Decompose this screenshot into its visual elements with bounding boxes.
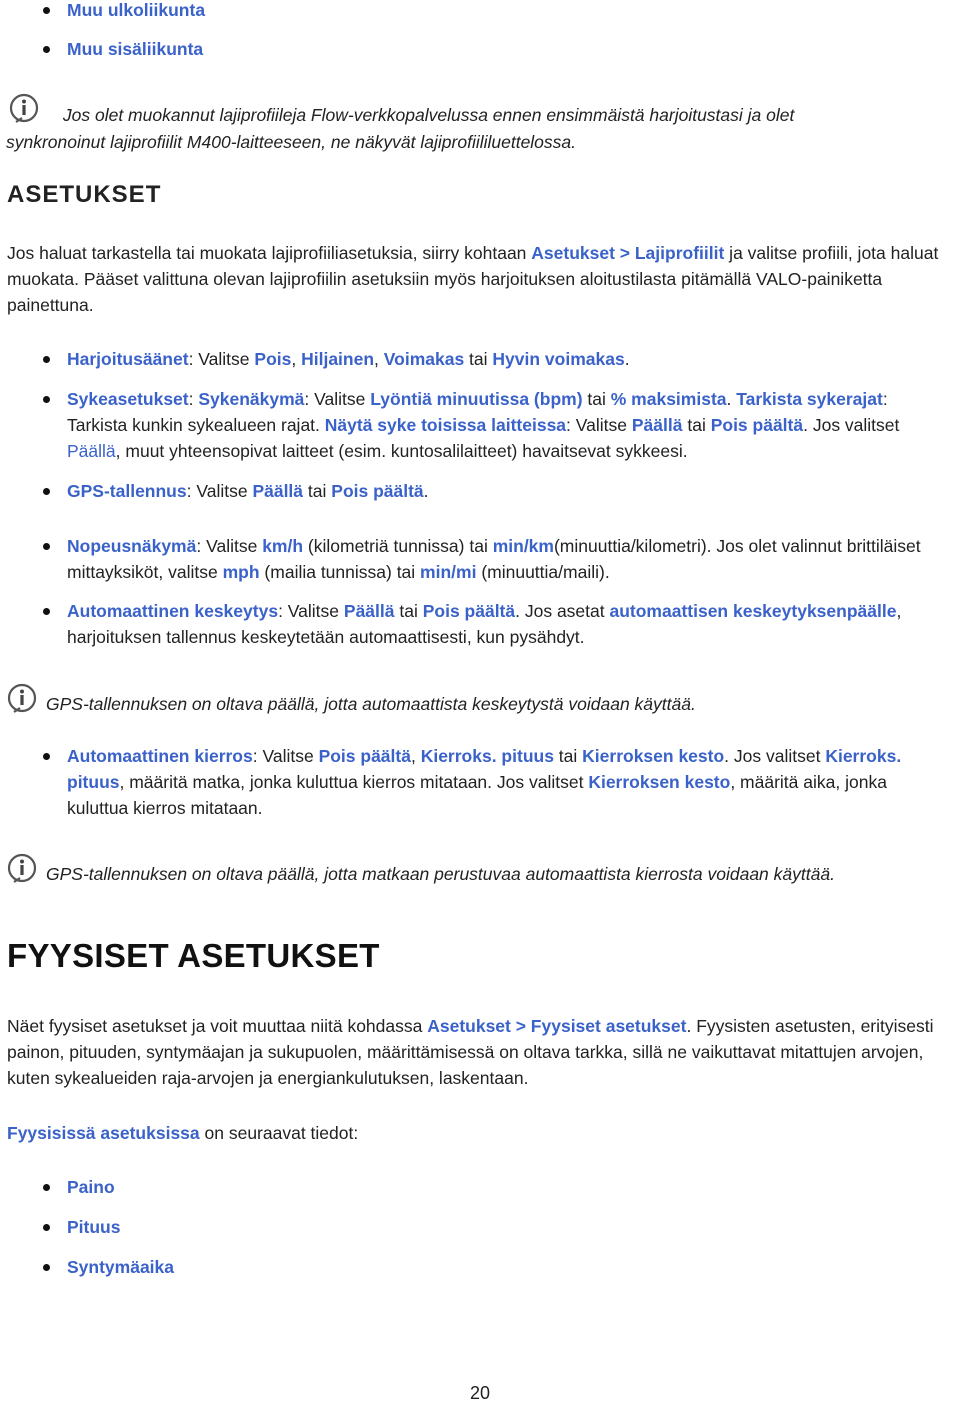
paragraph-fyysiset-tiedot [7, 1120, 957, 1146]
text: , [374, 349, 384, 369]
list-item-muu-ulkoliikunta[interactable] [67, 0, 952, 23]
page-number: 20 [469, 1383, 491, 1403]
text: Näet fyysiset asetukset ja voit muuttaa niitä kohdassa [7, 1016, 428, 1036]
text: : Valitse [566, 415, 632, 435]
link-asetukset-lajiprofiilit[interactable]: Asetukset > Lajiprofiilit [531, 243, 725, 263]
text: , määritä matka, jonka kuluttua kierros mitataan. Jos valitset [119, 772, 589, 792]
text: . Jos valitset [803, 415, 900, 435]
option-maksimista[interactable]: % maksimista [610, 389, 727, 409]
option-kmh[interactable]: km/h [262, 536, 304, 556]
text: tai [303, 481, 332, 501]
option-paalla[interactable]: Päällä [67, 441, 116, 461]
info-icon [8, 92, 42, 126]
text: , [410, 746, 421, 766]
text: tai [464, 349, 493, 369]
link-asetukset-fyysiset-asetukset[interactable]: Asetukset > Fyysiset asetukset [427, 1016, 687, 1036]
option-kierroksen-kesto[interactable]: Kierroksen kesto [588, 772, 731, 792]
option-paalla[interactable]: Päällä [343, 601, 395, 621]
link-fyysisissa-asetuksissa[interactable]: Fyysisissä asetuksissa [7, 1123, 200, 1143]
list-item-syntymaaika[interactable] [67, 1254, 952, 1280]
option-pois-paalta[interactable]: Pois päältä [422, 601, 516, 621]
list-item-gps-tallennus [67, 478, 952, 504]
text: : Valitse [188, 349, 255, 369]
list-item-pituus[interactable] [67, 1214, 952, 1240]
list-item-muu-sisaliikunta[interactable] [67, 36, 952, 62]
note-line-1: Jos olet muokannut lajiprofiileja Flow-verkkopalvelussa ennen ensimmäistä harjoitustasi ja olet [62, 105, 795, 125]
paragraph-asetukset [7, 240, 957, 318]
note-text: GPS-tallennuksen on oltava päällä, jotta automaattista keskeytystä voidaan käyttää. [46, 694, 696, 714]
text: tai [553, 746, 583, 766]
link-sykeasetukset[interactable]: Sykeasetukset [67, 389, 189, 409]
note-text: GPS-tallennuksen on oltava päällä, jotta matkaan perustuvaa automaattista kierrosta voidaan käyttää. [46, 864, 835, 884]
option-voimakas[interactable]: Voimakas [383, 349, 465, 369]
list-item-automaattinen-keskeytys [67, 598, 952, 650]
text: on seuraavat tiedot: [199, 1123, 359, 1143]
link-muu-ulkoliikunta[interactable]: Muu ulkoliikunta [67, 0, 206, 20]
text: . Jos asetat [515, 601, 610, 621]
list-item-automaattinen-kierros [67, 743, 952, 821]
text: (mailia tunnissa) tai [259, 562, 421, 582]
text: (kilometriä tunnissa) tai [303, 536, 493, 556]
section-heading-fyysiset-asetukset: FYYSISET ASETUKSET [7, 937, 380, 974]
link-nayta-syke[interactable]: Näytä syke toisissa laitteissa [324, 415, 567, 435]
paragraph-fyysiset [7, 1013, 957, 1091]
text: . [423, 481, 429, 501]
option-hyvin-voimakas[interactable]: Hyvin voimakas [492, 349, 625, 369]
text: . [726, 389, 737, 409]
text: . Fyysisten asetusten, erityisesti painon, pituuden, syntymäajan ja sukupuolen, määrittämisessä on oltava tarkka, sillä ne vaikuttavat mitattujen arvojen, kuten sykealueiden raja-arvojen ja energiankulutuksen, laskentaan. [7, 1016, 934, 1088]
link-syntymaaika[interactable]: Syntymäaika [67, 1257, 175, 1277]
text: tai [582, 389, 611, 409]
text: : Valitse [252, 746, 319, 766]
option-kierroksen-kesto[interactable]: Kierroksen kesto [582, 746, 725, 766]
option-pois-paalta[interactable]: Pois päältä [710, 415, 804, 435]
text: , muut yhteensopivat laitteet (esim. kuntosalilaitteet) havaitsevat sykkeesi. [115, 441, 688, 461]
note-line-2: synkronoinut lajiprofiilit M400-laitteeseen, ne näkyvät lajiprofiililuettelossa. [6, 132, 577, 152]
section-heading-asetukset: ASETUKSET [7, 181, 162, 208]
text: , määritä aika, jonka kuluttua kierros mitataan. [67, 772, 887, 818]
note-text [6, 92, 956, 128]
text: . Jos valitset [724, 746, 826, 766]
link-automaattinen-keskeytys[interactable]: Automaattinen keskeytys [67, 601, 279, 621]
text: : Valitse [196, 536, 263, 556]
option-paalla[interactable]: Päällä [631, 415, 683, 435]
text: tai [682, 415, 711, 435]
link-nopeusnakyma[interactable]: Nopeusnäkymä [67, 536, 197, 556]
option-pois-paalta[interactable]: Pois päältä [318, 746, 411, 766]
text: , [291, 349, 302, 369]
list-item-harjoitusaanet [67, 346, 952, 372]
option-kierroks-pituus[interactable]: Kierroks. pituus [67, 746, 902, 792]
info-icon [6, 852, 40, 886]
list-item-sykeasetukset [67, 386, 952, 464]
text: . [624, 349, 630, 369]
text: : Tarkista kunkin sykealueen rajat. [67, 389, 888, 435]
info-icon [6, 682, 40, 716]
option-mph[interactable]: mph [222, 562, 260, 582]
link-gps-tallennus[interactable]: GPS-tallennus [67, 481, 187, 501]
link-harjoitusaanet[interactable]: Harjoitusäänet [67, 349, 189, 369]
option-pois-paalta[interactable]: Pois päältä [331, 481, 424, 501]
option-pois[interactable]: Pois [254, 349, 292, 369]
text: Jos haluat tarkastella tai muokata lajiprofiiliasetuksia, siirry kohtaan [7, 243, 532, 263]
text: (minuuttia/kilometri). Jos olet valinnut brittiläiset mittayksiköt, valitse [67, 536, 921, 582]
list-item-nopeusnakyma [67, 533, 952, 585]
link-pituus[interactable]: Pituus [67, 1217, 121, 1237]
link-sykenakyma[interactable]: Sykenäkymä [198, 389, 305, 409]
option-bpm[interactable]: Lyöntiä minuutissa (bpm) [370, 389, 583, 409]
option-paalla[interactable]: Päällä [252, 481, 304, 501]
link-automaattisen-keskeytyksen[interactable]: automaattisen keskeytyksenpäälle [609, 601, 897, 621]
option-minkm[interactable]: min/km [492, 536, 554, 556]
text: : Valitse [304, 389, 371, 409]
text: ja valitse profiili, jota haluat muokata. Pääset valittuna olevan lajiprofiilin asetuksiin myös harjoituksen aloitustilasta pitämällä VALO-painiketta painettuna. [7, 243, 939, 315]
option-minmi[interactable]: min/mi [420, 562, 477, 582]
link-paino[interactable]: Paino [67, 1177, 115, 1197]
text: , harjoituksen tallennus keskeytetään automaattisesti, kun pysähdyt. [67, 601, 902, 647]
link-tarkista-sykerajat[interactable]: Tarkista sykerajat [736, 389, 883, 409]
text: tai [394, 601, 423, 621]
option-hiljainen[interactable]: Hiljainen [301, 349, 375, 369]
text: (minuuttia/maili). [476, 562, 610, 582]
list-item-paino[interactable] [67, 1174, 952, 1200]
note-lajiprofiilit [6, 92, 956, 152]
link-muu-sisaliikunta[interactable]: Muu sisäliikunta [67, 39, 204, 59]
text: : Valitse [278, 601, 344, 621]
link-automaattinen-kierros[interactable]: Automaattinen kierros [67, 746, 253, 766]
text: : [188, 389, 199, 409]
option-kierroks-pituus[interactable]: Kierroks. pituus [420, 746, 554, 766]
text: : Valitse [186, 481, 253, 501]
